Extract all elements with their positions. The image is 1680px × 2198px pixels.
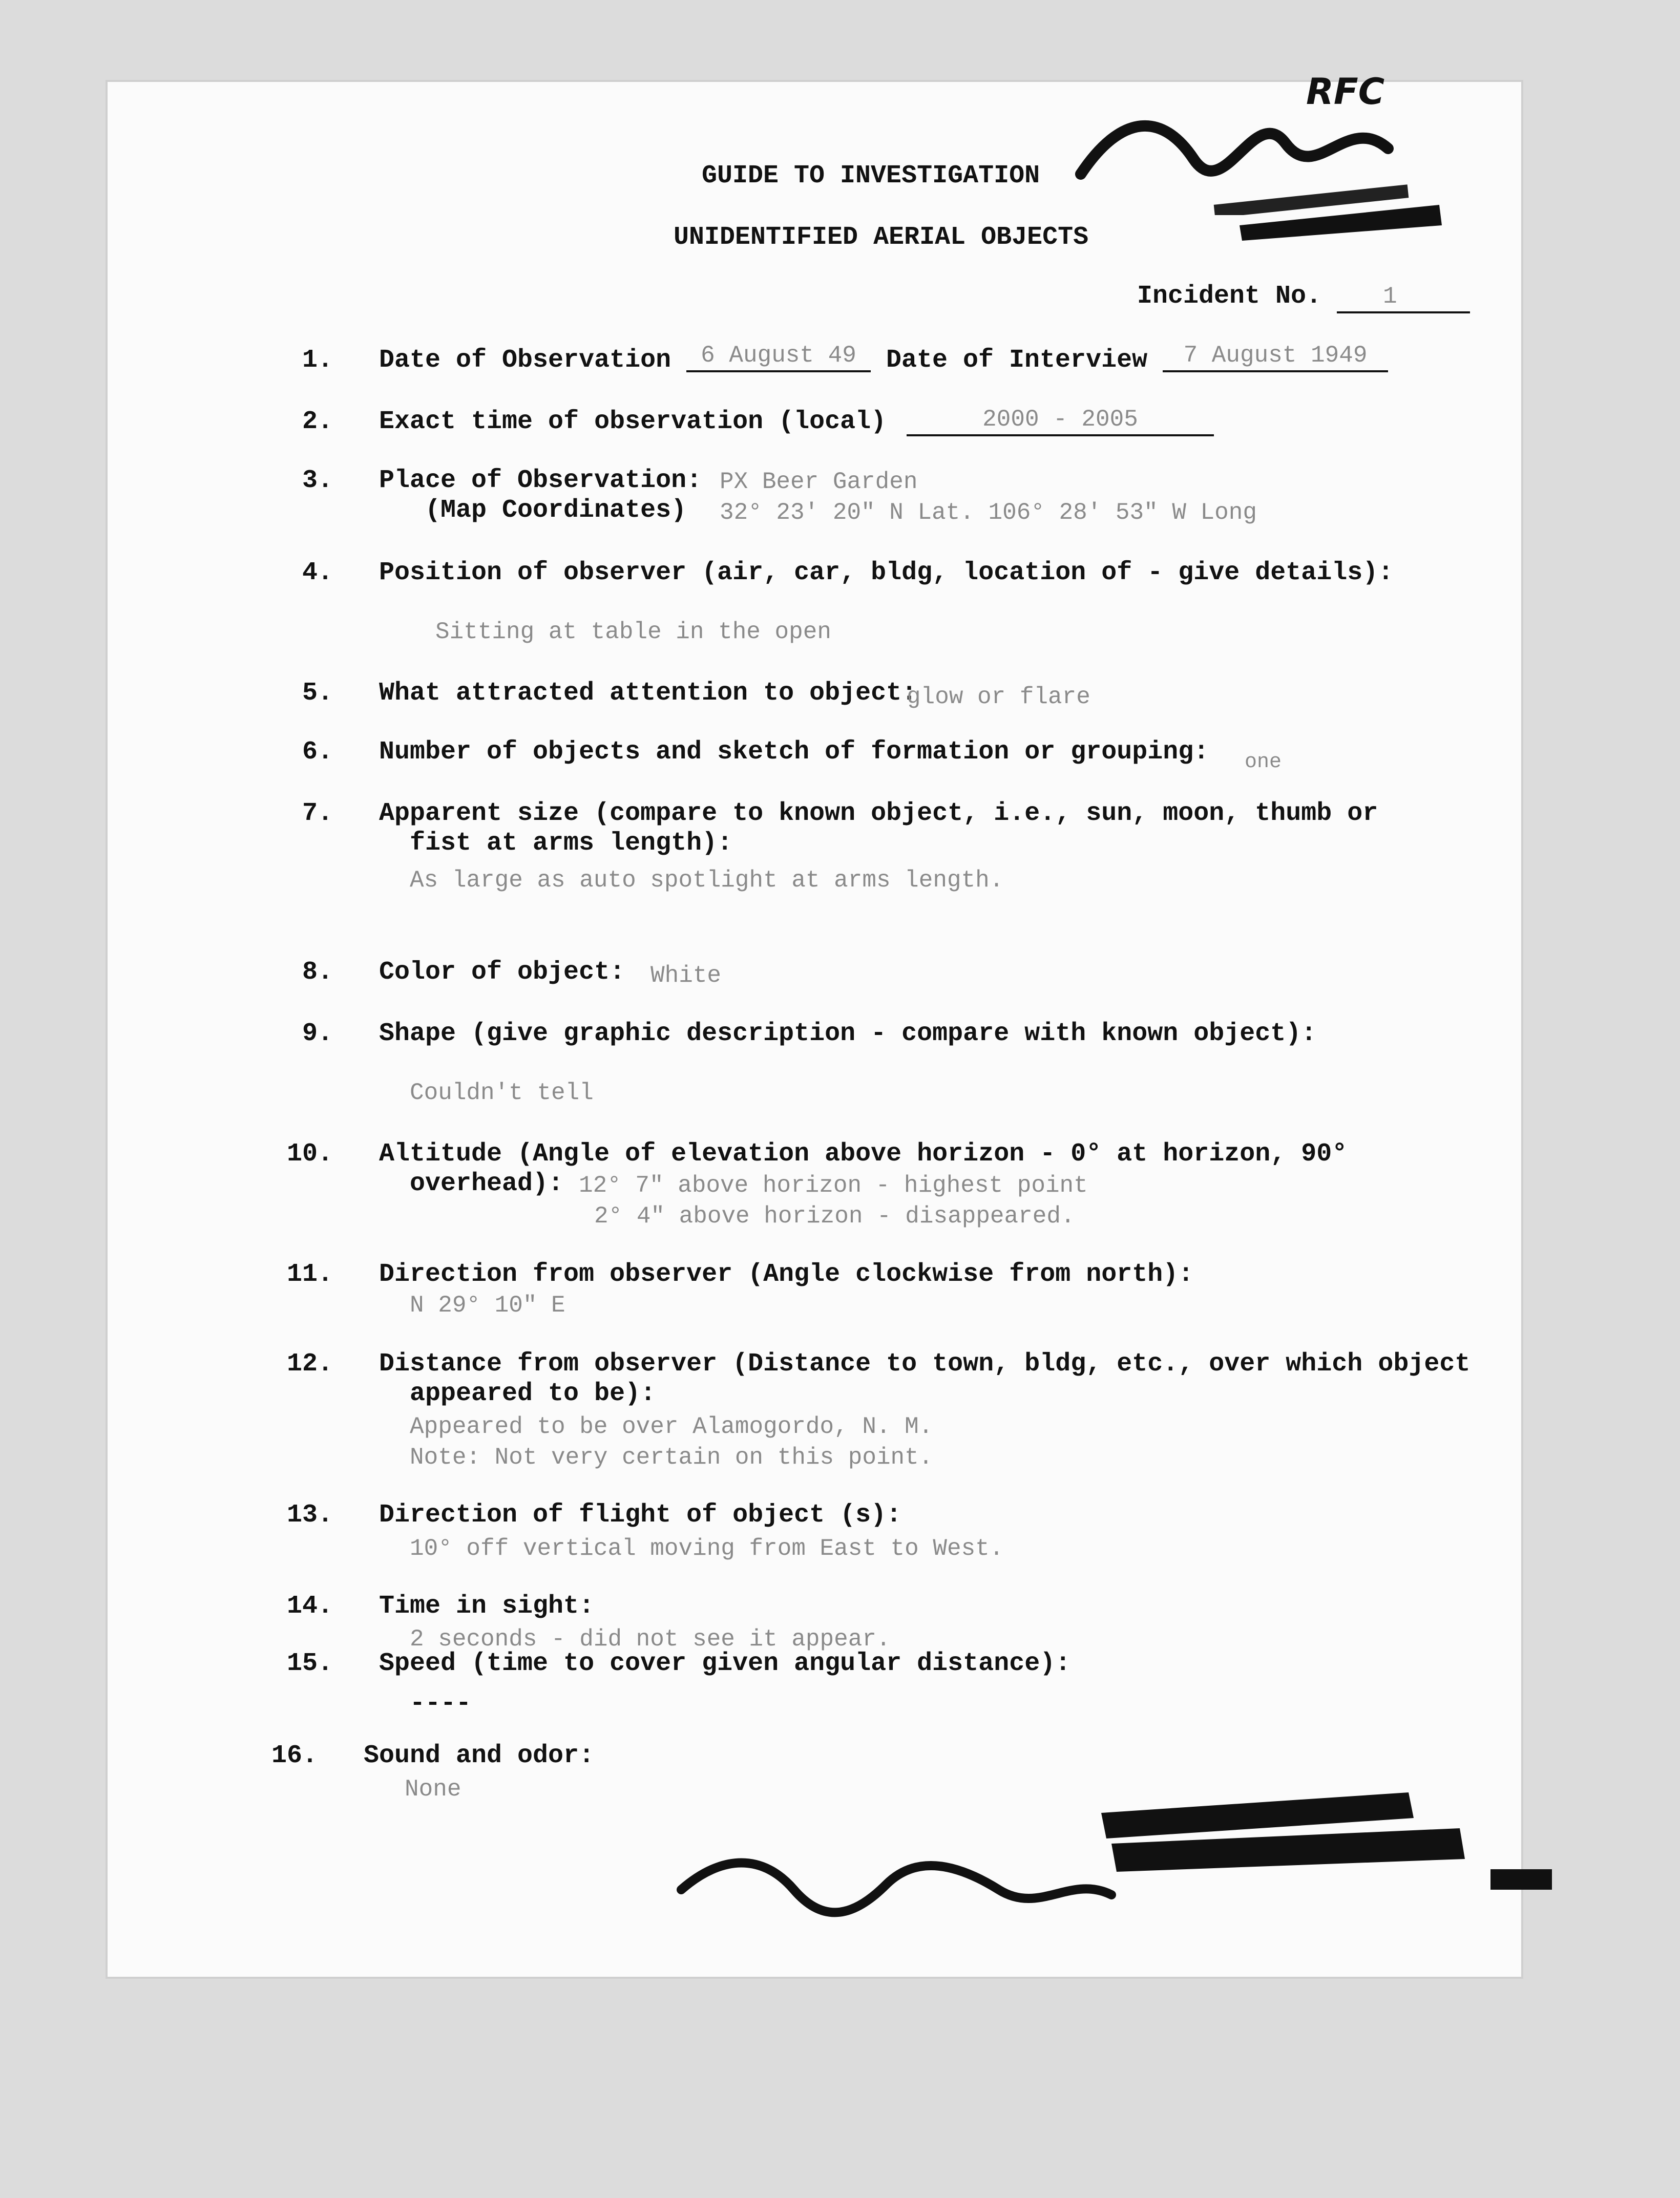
- document-subtitle: UNIDENTIFIED AERIAL OBJECTS: [674, 223, 1089, 252]
- date-of-interview-field: [1163, 341, 1388, 372]
- apparent-size-answer: As large as auto spotlight at arms length.: [410, 867, 1004, 894]
- item-number-8: 8.: [302, 958, 333, 987]
- map-coordinates-value: 32° 23' 20" N Lat. 106° 28' 53" W Long: [720, 499, 1257, 526]
- item-number-11: 11.: [287, 1260, 333, 1289]
- apparent-size-label-cont: fist at arms length):: [410, 829, 733, 858]
- date-of-observation-field: [686, 341, 871, 372]
- item-number-5: 5.: [302, 679, 333, 708]
- film-corner-mark: [1490, 1869, 1552, 1890]
- place-of-observation-value: PX Beer Garden: [720, 469, 918, 495]
- item-number-7: 7.: [302, 799, 333, 828]
- speed-answer: ----: [410, 1689, 472, 1718]
- color-of-object-label: Color of object:: [379, 958, 625, 987]
- speed-label: Speed (time to cover given angular distance):: [379, 1649, 1071, 1678]
- exact-time-label: Exact time of observation (local): [379, 407, 887, 436]
- item-number-6: 6.: [302, 737, 333, 767]
- place-of-observation-label: Place of Observation:: [379, 466, 702, 495]
- time-in-sight-answer: 2 seconds - did not see it appear.: [410, 1626, 891, 1653]
- number-of-objects-value: one: [1245, 751, 1282, 774]
- distance-from-observer-label: Distance from observer (Distance to town, bldg, etc., over which object: [379, 1349, 1471, 1379]
- direction-from-observer-answer: N 29° 10" E: [410, 1292, 565, 1319]
- redaction-bar-top: [1234, 189, 1450, 251]
- time-in-sight-label: Time in sight:: [379, 1592, 595, 1621]
- item-number-15: 15.: [287, 1649, 333, 1678]
- item-number-16: 16.: [271, 1741, 318, 1770]
- item-number-12: 12.: [287, 1349, 333, 1379]
- shape-answer: Couldn't tell: [410, 1080, 594, 1106]
- map-coordinates-label: (Map Coordinates): [425, 496, 687, 525]
- position-of-observer-answer: Sitting at table in the open: [435, 619, 831, 645]
- altitude-label: Altitude (Angle of elevation above horizon - 0° at horizon, 90°: [379, 1139, 1348, 1169]
- distance-from-observer-answer-1: Appeared to be over Alamogordo, N. M.: [410, 1413, 933, 1440]
- item-number-9: 9.: [302, 1019, 333, 1048]
- document-page: [108, 71, 1521, 1977]
- item-number-10: 10.: [287, 1139, 333, 1169]
- date-of-observation-label: Date of Observation: [379, 346, 671, 375]
- altitude-answer-1: 12° 7" above horizon - highest point: [579, 1172, 1088, 1199]
- item-number-3: 3.: [302, 466, 333, 495]
- item-number-14: 14.: [287, 1592, 333, 1621]
- sound-and-odor-answer: None: [405, 1776, 461, 1803]
- sound-and-odor-label: Sound and odor:: [364, 1741, 595, 1770]
- incident-number-value: 1: [1383, 283, 1397, 310]
- item-number-2: 2.: [302, 407, 333, 436]
- direction-of-flight-label: Direction of flight of object (s):: [379, 1500, 902, 1530]
- attracted-attention-label: What attracted attention to object:: [379, 679, 917, 708]
- item-number-1: 1.: [302, 346, 333, 375]
- distance-from-observer-label-cont: appeared to be):: [410, 1379, 656, 1408]
- position-of-observer-label: Position of observer (air, car, bldg, location of - give details):: [379, 558, 1394, 587]
- date-of-interview-value: 7 August 1949: [1183, 342, 1368, 369]
- exact-time-value: 2000 - 2005: [982, 406, 1138, 433]
- distance-from-observer-answer-2: Note: Not very certain on this point.: [410, 1444, 933, 1471]
- date-of-interview-label: Date of Interview: [886, 346, 1148, 375]
- altitude-answer-2: 2° 4" above horizon - disappeared.: [594, 1203, 1075, 1230]
- item-number-13: 13.: [287, 1500, 333, 1530]
- incident-label: Incident No.: [1137, 282, 1322, 311]
- direction-of-flight-answer: 10° off vertical moving from East to West.: [410, 1535, 1004, 1562]
- redaction-bar-bottom: [1091, 1782, 1480, 1885]
- handwritten-initials: RFC: [1306, 71, 1385, 113]
- direction-from-observer-label: Direction from observer (Angle clockwise from north):: [379, 1260, 1194, 1289]
- apparent-size-label: Apparent size (compare to known object, i.e., sun, moon, thumb or: [379, 799, 1378, 828]
- attracted-attention-value: glow or flare: [907, 684, 1090, 710]
- number-of-objects-label: Number of objects and sketch of formation or grouping:: [379, 737, 1209, 767]
- item-number-4: 4.: [302, 558, 333, 587]
- exact-time-field: [907, 405, 1214, 436]
- shape-label: Shape (give graphic description - compare with known object):: [379, 1019, 1317, 1048]
- incident-number-field: [1337, 282, 1470, 313]
- altitude-label-cont: overhead):: [410, 1169, 564, 1198]
- color-of-object-value: White: [650, 962, 722, 989]
- date-of-observation-value: 6 August 49: [701, 342, 856, 369]
- document-title: GUIDE TO INVESTIGATION: [702, 161, 1040, 191]
